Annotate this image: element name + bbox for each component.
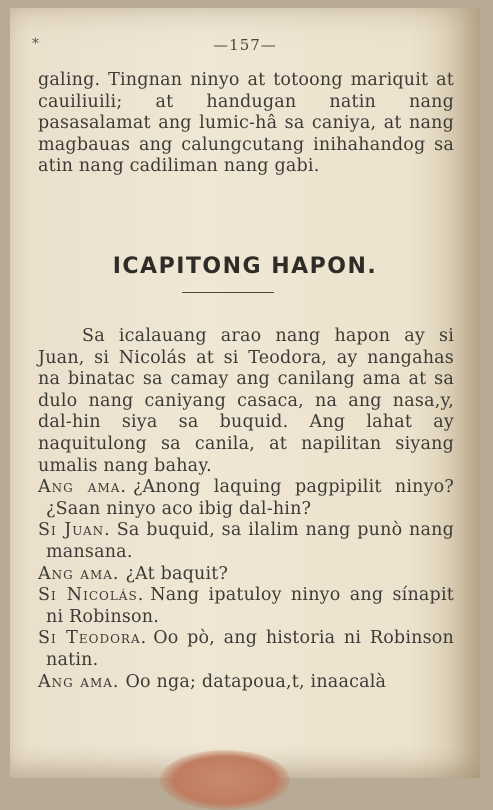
- title-rule: [182, 292, 274, 293]
- speaker-name: Ang ama.: [38, 563, 120, 584]
- top-paragraph: galing. Tingnan ninyo at totoong mariquit at cauiliuili; at handugan natin nang pasasalamat ang lumic-hâ sa caniya, at nang magbauas ang calungcutang inihahandog sa atin nang cadiliman nang gabi.: [38, 70, 454, 177]
- dialogue-text: ¿At baquit?: [125, 563, 229, 584]
- speaker-name: Si Nicolás.: [38, 585, 145, 606]
- dialogue-line-2: [38, 520, 454, 563]
- dialogue-line-4: [38, 585, 454, 628]
- thumb-photo: [160, 750, 290, 810]
- intro-paragraph: Sa icalauang arao nang hapon ay si Juan, si Nicolás at si Teodora, ay nangahas na binatac sa camay ang canilang ama at sa dulo nang caniyang casaca, na ang nasa,y, dal-hin siya sa buquid. Ang lahat ay naquitulong sa canila, at napilitan siyang umalis nang bahay.: [38, 326, 454, 476]
- book-page: [10, 8, 480, 778]
- dialogue-text: ¿Anong laquing pagpipilit ninyo? ¿Saan ninyo aco ibig dal-hin?: [46, 477, 455, 519]
- dialogue-line-3: [38, 564, 454, 586]
- body-text: [38, 326, 454, 693]
- corner-mark: *: [32, 36, 39, 52]
- speaker-name: Ang ama.: [38, 477, 127, 498]
- dialogue-text: Nang ipatuloy ninyo ang sínapit ni Robinson.: [46, 585, 454, 627]
- page-number: —157—: [213, 36, 277, 54]
- top-paragraph-block: [38, 70, 454, 178]
- speaker-name: Si Juan.: [38, 520, 111, 541]
- dialogue-line-1: [38, 477, 454, 520]
- dialogue-line-6: [38, 672, 454, 694]
- speaker-name: Si Teodora.: [38, 628, 148, 649]
- dialogue-text: Oo nga; datapoua,t, inaacalà: [125, 671, 387, 692]
- chapter-title: ICAPITONG HAPON.: [112, 254, 378, 279]
- dialogue-text: Sa buquid, sa ilalim nang punò nang mansana.: [46, 520, 454, 562]
- dialogue-line-5: [38, 628, 454, 671]
- speaker-name: Ang ama.: [38, 671, 120, 692]
- dialogue-text: Oo pò, ang historia ni Robinson natin.: [46, 628, 454, 670]
